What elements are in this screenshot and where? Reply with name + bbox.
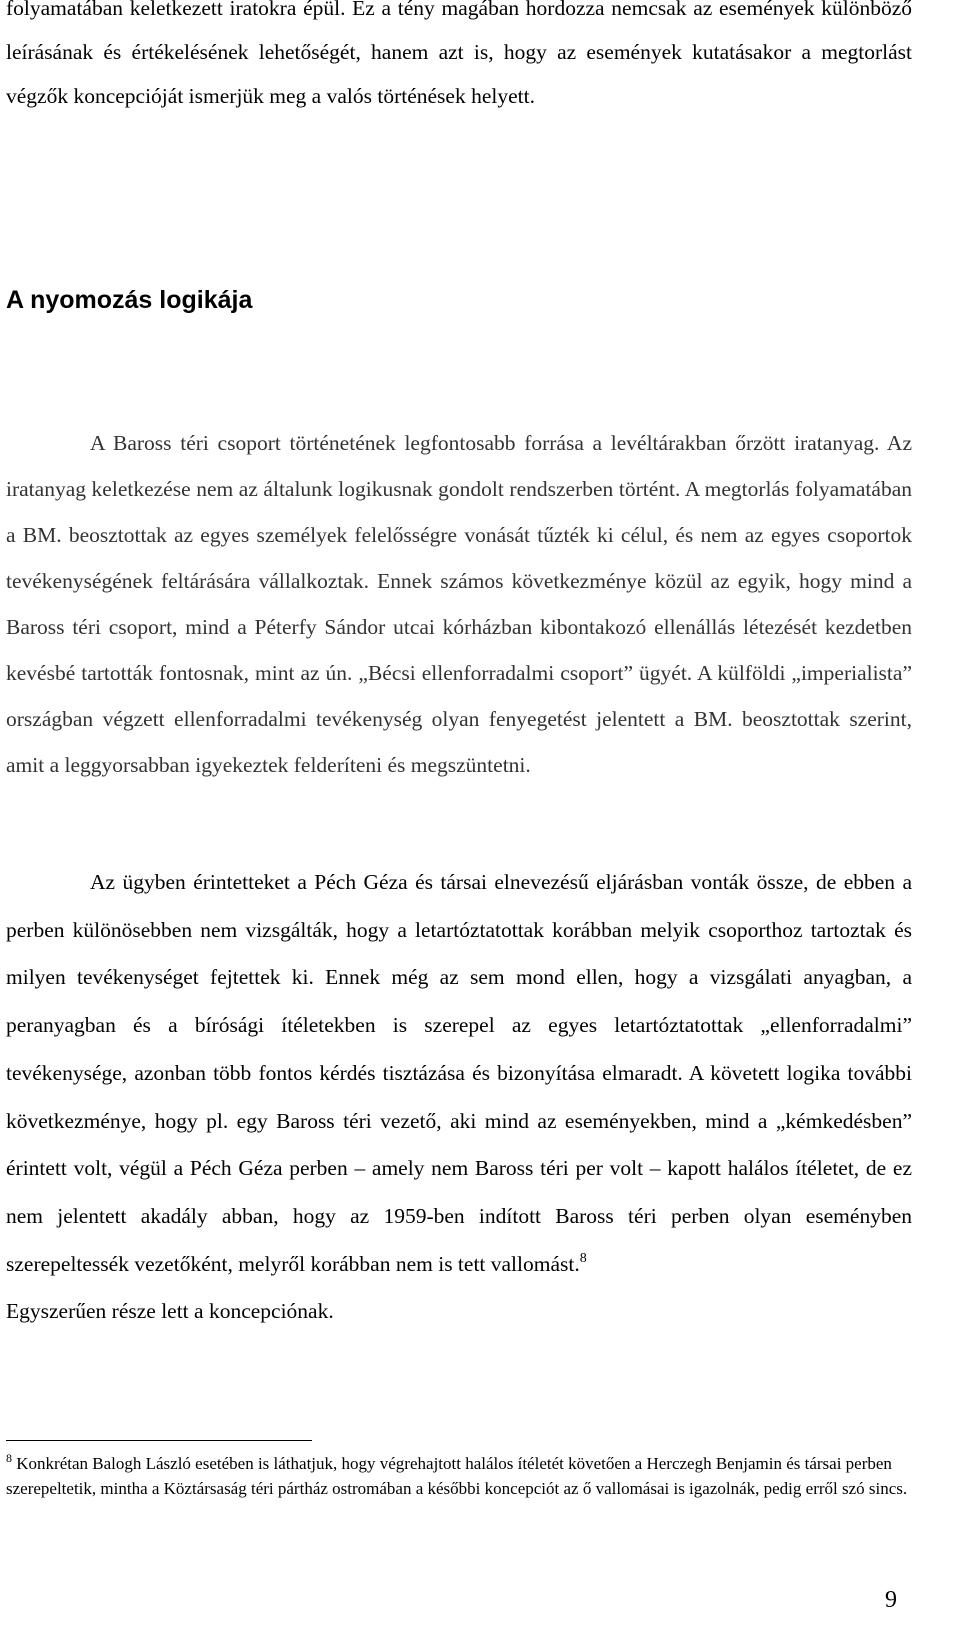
intro-paragraph: folyamatában keletkezett iratokra épül. Ez a tény magában hordozza nemcsak az események különböző leírásának és értékelésének lehetőségét, hanem azt is, hogy az események kutatásakor a megtorlást végzők koncepcióját ismerjük meg a valós történések helyett. (6, 0, 912, 108)
footnote-marker: 8 (6, 1451, 12, 1465)
body-paragraph-2-text: Az ügyben érintetteket a Péch Géza és társai elnevezésű eljárásban vonták össze, de ebben a perben különösebben nem vizsgálták, hogy a letartóztatottak korábban melyik csoporthoz tartoztak és milyen tevékenységet fejtettek ki. Ennek még az sem mond ellen, hogy a vizsgálati anyagban, a peranyagban és a bírósági ítéletekben is szerepel az egyes letartóztatottak „ellenforradalmi” tevékenysége, azonban több fontos kérdés tisztázása és bizonyítása elmaradt. A követett logika további következménye, hogy pl. egy Baross téri vezető, aki mind az eseményekben, mind a „kémkedésben” érintett volt, végül a Péch Géza perben – amely nem Baross téri per volt – kapott halálos ítéletet, de ez nem jelentett akadály abban, hogy az 1959-ben indított Baross téri perben olyan eseményben szerepeltessék vezetőként, melyről korábban nem is tett vallomást. (6, 870, 912, 1276)
body-paragraph-2 (6, 859, 912, 1336)
section-heading: A nyomozás logikája (6, 286, 253, 314)
page-number: 9 (885, 1587, 897, 1613)
footnote-reference[interactable]: 8 (579, 1250, 587, 1266)
footnote-separator (6, 1440, 312, 1441)
footnote (6, 1451, 912, 1501)
footnote-text: Konkrétan Balogh László esetében is láthatjuk, hogy végrehajtott halálos ítéletét követően a Herczegh Benjamin és társai perben szerepeltetik, mintha a Köztársaság téri pártház ostromában a későbbi koncepciót az ő vallomásai is igazolnák, pedig erről szó sincs. (6, 1454, 908, 1498)
body-paragraph-1: A Baross téri csoport történetének legfontosabb forrása a levéltárakban őrzött iratanyag. Az iratanyag keletkezése nem az általunk logikusnak gondolt rendszerben történt. A megtorlás folyamatában a BM. beosztottak az egyes személyek felelősségre vonását tűzték ki célul, és nem az egyes csoportok tevékenységének feltárására vállalkoztak. Ennek számos következménye közül az egyik, hogy mind a Baross téri csoport, mind a Péterfy Sándor utcai kórházban kibontakozó ellenállás létezését kezdetben kevésbé tartották fontosnak, mint az ún. „Bécsi ellenforradalmi csoport” ügyét. A külföldi „imperialista” országban végzett ellenforradalmi tevékenység olyan fenyegetést jelentett a BM. beosztottak szerint, amit a leggyorsabban igyekeztek felderíteni és megszüntetni. (6, 431, 912, 777)
body-paragraph-2-tail: Egyszerűen része lett a koncepciónak. (6, 1299, 334, 1324)
